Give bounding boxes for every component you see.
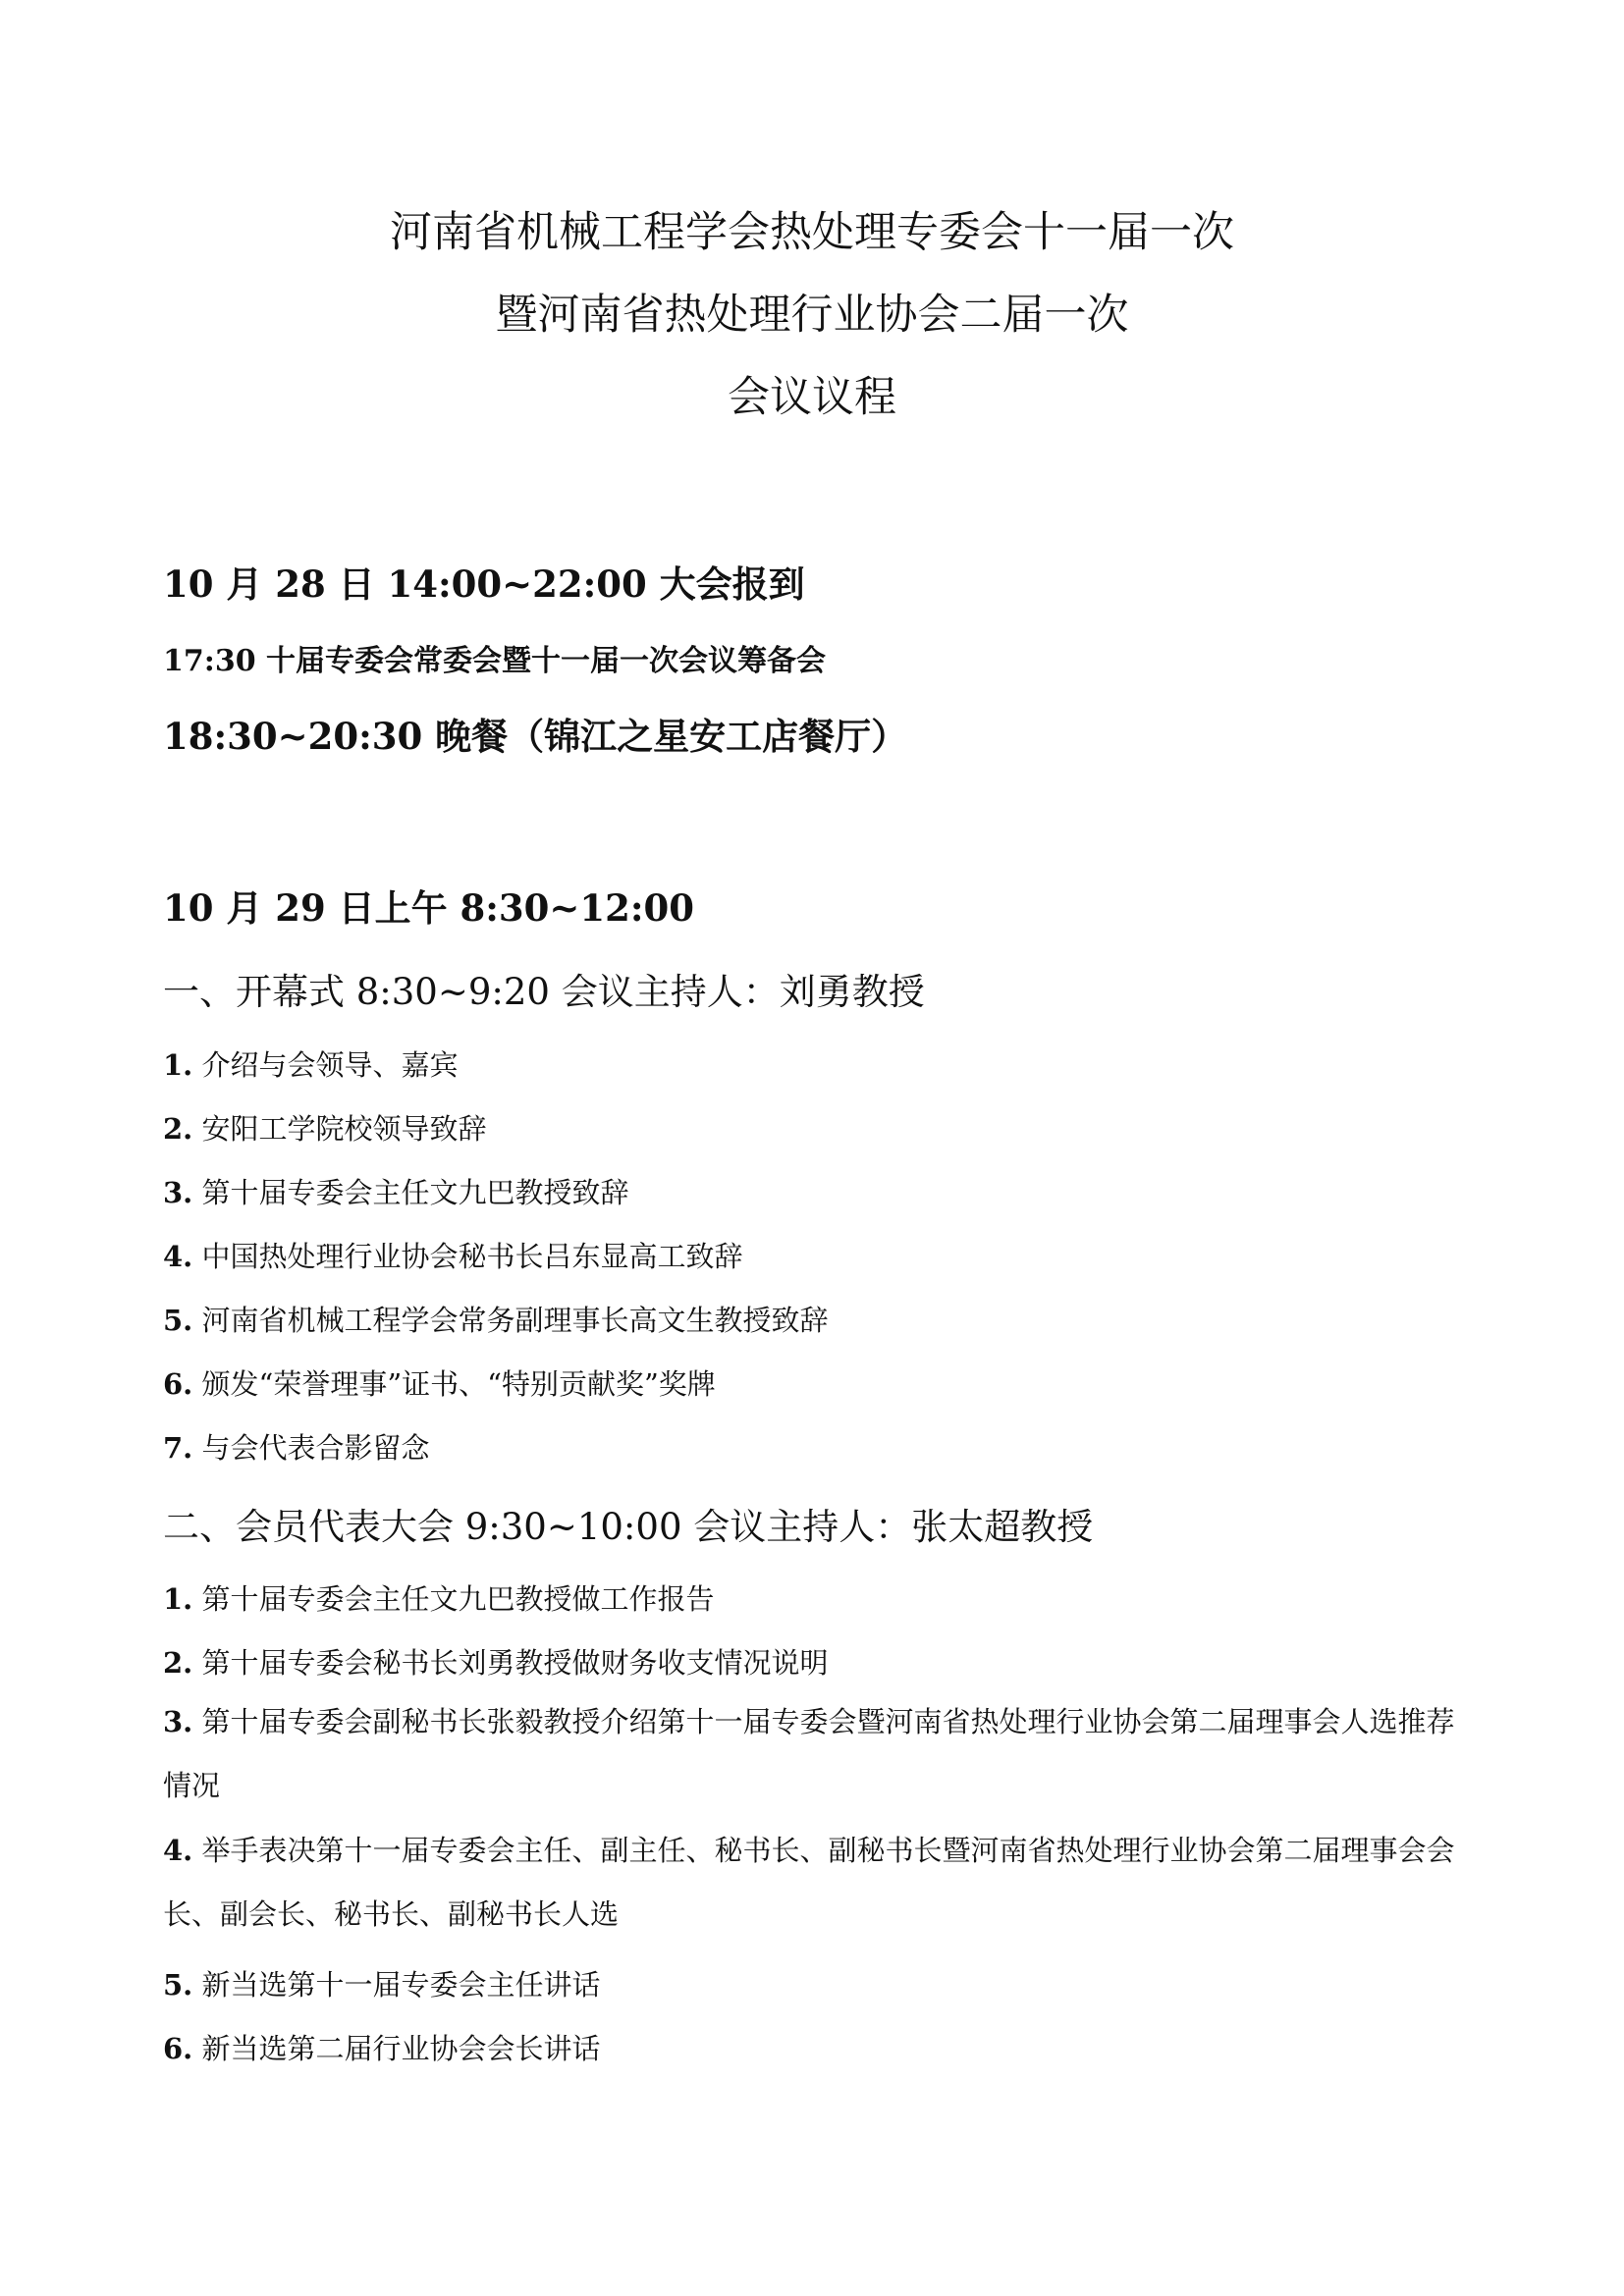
list-item-number: 7. (163, 1431, 193, 1465)
list-item (163, 1963, 601, 2003)
list-item-text: 第十届专委会主任文九巴教授致辞 (201, 1176, 629, 1209)
list-item-number: 1. (163, 1048, 193, 1082)
list-item-number: 4. (163, 1834, 193, 1867)
list-item-number: 2. (163, 1112, 193, 1146)
list-item-text: 安阳工学院校领导致辞 (201, 1112, 487, 1146)
list-item-text: 新当选第二届行业协会会长讲话 (201, 2032, 601, 2065)
list-item (163, 1043, 459, 1084)
list-item (163, 1299, 829, 1339)
list-item (163, 1171, 629, 1211)
list-item (163, 1362, 716, 1403)
list-item-number: 5. (163, 1968, 193, 2002)
section2-heading: 二、会员代表大会 9:30~10:00 会议主持人：张太超教授 (163, 1506, 1094, 1548)
list-item-text: 第十届专委会副秘书长张毅教授介绍第十一届专委会暨河南省热处理行业协会第二届理事会人选推荐情况 (163, 1705, 1455, 1802)
list-item-text: 新当选第十一届专委会主任讲话 (201, 1968, 601, 2002)
list-item-text: 中国热处理行业协会秘书长吕东显高工致辞 (201, 1240, 743, 1273)
list-item-text: 举手表决第十一届专委会主任、副主任、秘书长、副秘书长暨河南省热处理行业协会第二届理事会会长、副会长、秘书长、副秘书长人选 (163, 1834, 1455, 1931)
list-item (163, 1235, 743, 1275)
list-item-text: 与会代表合影留念 (201, 1431, 430, 1465)
list-item-number: 3. (163, 1705, 193, 1738)
list-item (163, 1426, 430, 1467)
list-item (163, 1819, 1479, 1947)
document-title (0, 201, 1624, 449)
list-item-number: 3. (163, 1176, 193, 1209)
list-item (163, 2027, 601, 2067)
list-item-text: 河南省机械工程学会常务副理事长高文生教授致辞 (201, 1304, 829, 1337)
list-item-number: 1. (163, 1582, 193, 1616)
day1-item-meeting: 17:30 十届专委会常委会暨十一届一次会议筹备会 (163, 644, 827, 678)
day1-item-dinner: 18:30~20:30 晚餐（锦江之星安工店餐厅） (163, 715, 908, 758)
list-item-text: 颁发“荣誉理事”证书、“特别贡献奖”奖牌 (201, 1367, 716, 1401)
list-item (163, 1577, 715, 1618)
section1-heading: 一、开幕式 8:30~9:20 会议主持人：刘勇教授 (163, 971, 925, 1013)
day2-heading: 10 月 29 日上午 8:30~12:00 (163, 886, 695, 930)
list-item-number: 2. (163, 1646, 193, 1680)
list-item-number: 4. (163, 1240, 193, 1273)
day1-heading: 10 月 28 日 14:00~22:00 大会报到 (163, 562, 805, 606)
list-item-text: 第十届专委会主任文九巴教授做工作报告 (201, 1582, 715, 1616)
list-item-text: 介绍与会领导、嘉宾 (201, 1048, 459, 1082)
title-line-3: 会议议程 (728, 373, 896, 422)
list-item (163, 1690, 1479, 1818)
list-item-number: 5. (163, 1304, 193, 1337)
list-item-number: 6. (163, 2032, 193, 2065)
title-line-2: 暨河南省热处理行业协会二届一次 (495, 291, 1129, 340)
list-item (163, 1641, 829, 1682)
list-item-text: 第十届专委会秘书长刘勇教授做财务收支情况说明 (201, 1646, 829, 1680)
list-item-number: 6. (163, 1367, 193, 1401)
list-item (163, 1107, 487, 1148)
title-line-1: 河南省机械工程学会热处理专委会十一届一次 (390, 208, 1234, 257)
